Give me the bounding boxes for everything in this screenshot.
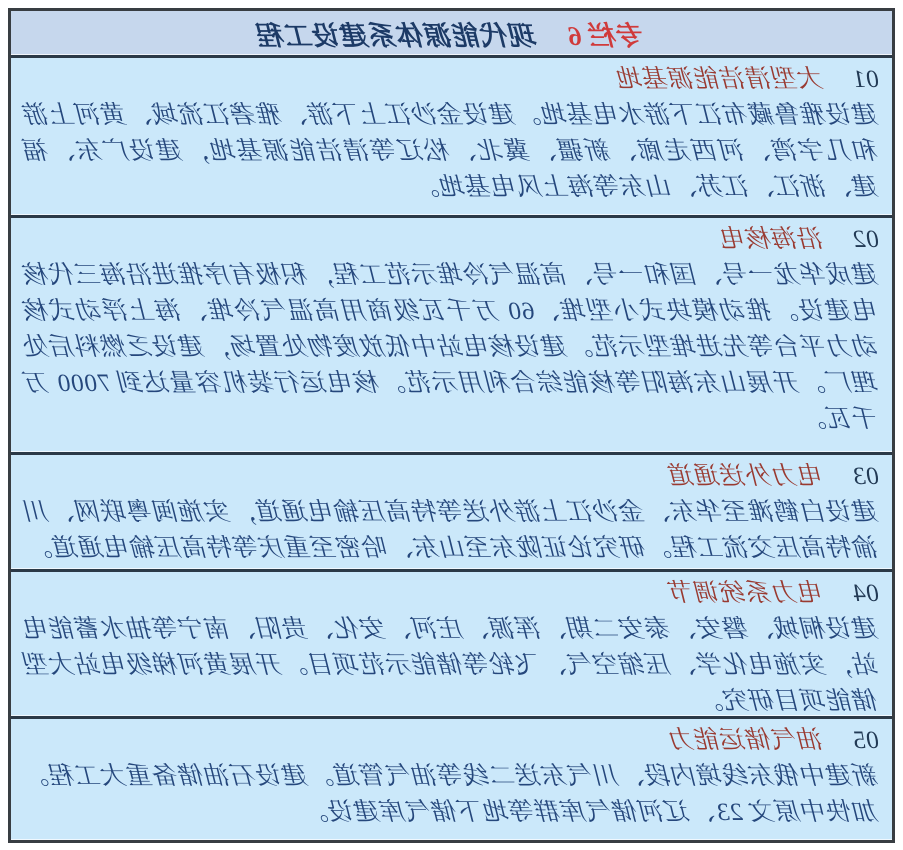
section-heading: 电力外送通道 bbox=[669, 463, 825, 490]
section-header bbox=[24, 222, 879, 258]
section-header bbox=[24, 62, 879, 98]
section-row-03 bbox=[11, 452, 892, 569]
panel-title-bar bbox=[11, 11, 892, 58]
section-row-04 bbox=[11, 569, 892, 716]
section-number: 01 bbox=[852, 66, 879, 93]
section-body-text: 建设桐城、磐安、泰安二期、浑源、庄河、安化、贵阳、南宁等抽水蓄能电站，实施电化学、压缩空气、飞轮等储能示范项目。开展黄河梯级电站大型储能项目研究。 bbox=[24, 616, 879, 715]
mirrored-document bbox=[8, 8, 895, 843]
section-body-text: 新建中俄东线境内段、川气东送二线等油气管道。建设石油储备重大工程。加快中原文 23、辽河储气库群等地下储气库建设。 bbox=[24, 763, 879, 826]
section-row-02 bbox=[11, 215, 892, 452]
section-number: 04 bbox=[852, 580, 879, 607]
section-header bbox=[24, 576, 879, 612]
section-body-text: 建设白鹤滩至华东、金沙江上游外送等特高压输电通道，实施闽粤联网、川渝特高压交流工程。研究论证陇东至山东、哈密至重庆等特高压输电通道。 bbox=[24, 499, 879, 562]
section-heading: 大型清洁能源基地 bbox=[617, 66, 825, 93]
section-body-text: 建设雅鲁藏布江下游水电基地。建设金沙江上下游、雅砻江流域、黄河上游和几字湾、河西走廊、新疆、冀北、松辽等清洁能源基地，建设广东、福建、浙江、江苏、山东等海上风电基地。 bbox=[24, 102, 879, 201]
section-number: 03 bbox=[852, 463, 879, 490]
column-panel bbox=[8, 8, 895, 843]
section-heading: 沿海核电 bbox=[720, 226, 825, 253]
section-header bbox=[24, 459, 879, 495]
section-number: 05 bbox=[852, 727, 879, 754]
section-number: 02 bbox=[852, 226, 879, 253]
section-heading: 油气储运能力 bbox=[669, 727, 825, 754]
section-header bbox=[24, 723, 879, 759]
section-heading: 电力系统调节 bbox=[669, 580, 825, 607]
panel-title-prefix: 专栏 6 bbox=[567, 20, 646, 51]
section-row-01 bbox=[11, 58, 892, 215]
section-body-text: 建成华龙一号、国和一号、高温气冷堆示范工程，积极有序推进沿海三代核电建设。推动模块式小型堆、60 万千瓦级商用高温气冷堆、海上浮动式核动力平台等先进堆型示范。建设核电站中低放废物处置场，建设乏燃料后处理厂。开展山东海阳等核能综合利用示范。核电运行装机容量达到 7000 万千瓦。 bbox=[24, 262, 879, 433]
section-row-05 bbox=[11, 716, 892, 840]
panel-title-text: 现代能源体系建设工程 bbox=[257, 20, 538, 51]
